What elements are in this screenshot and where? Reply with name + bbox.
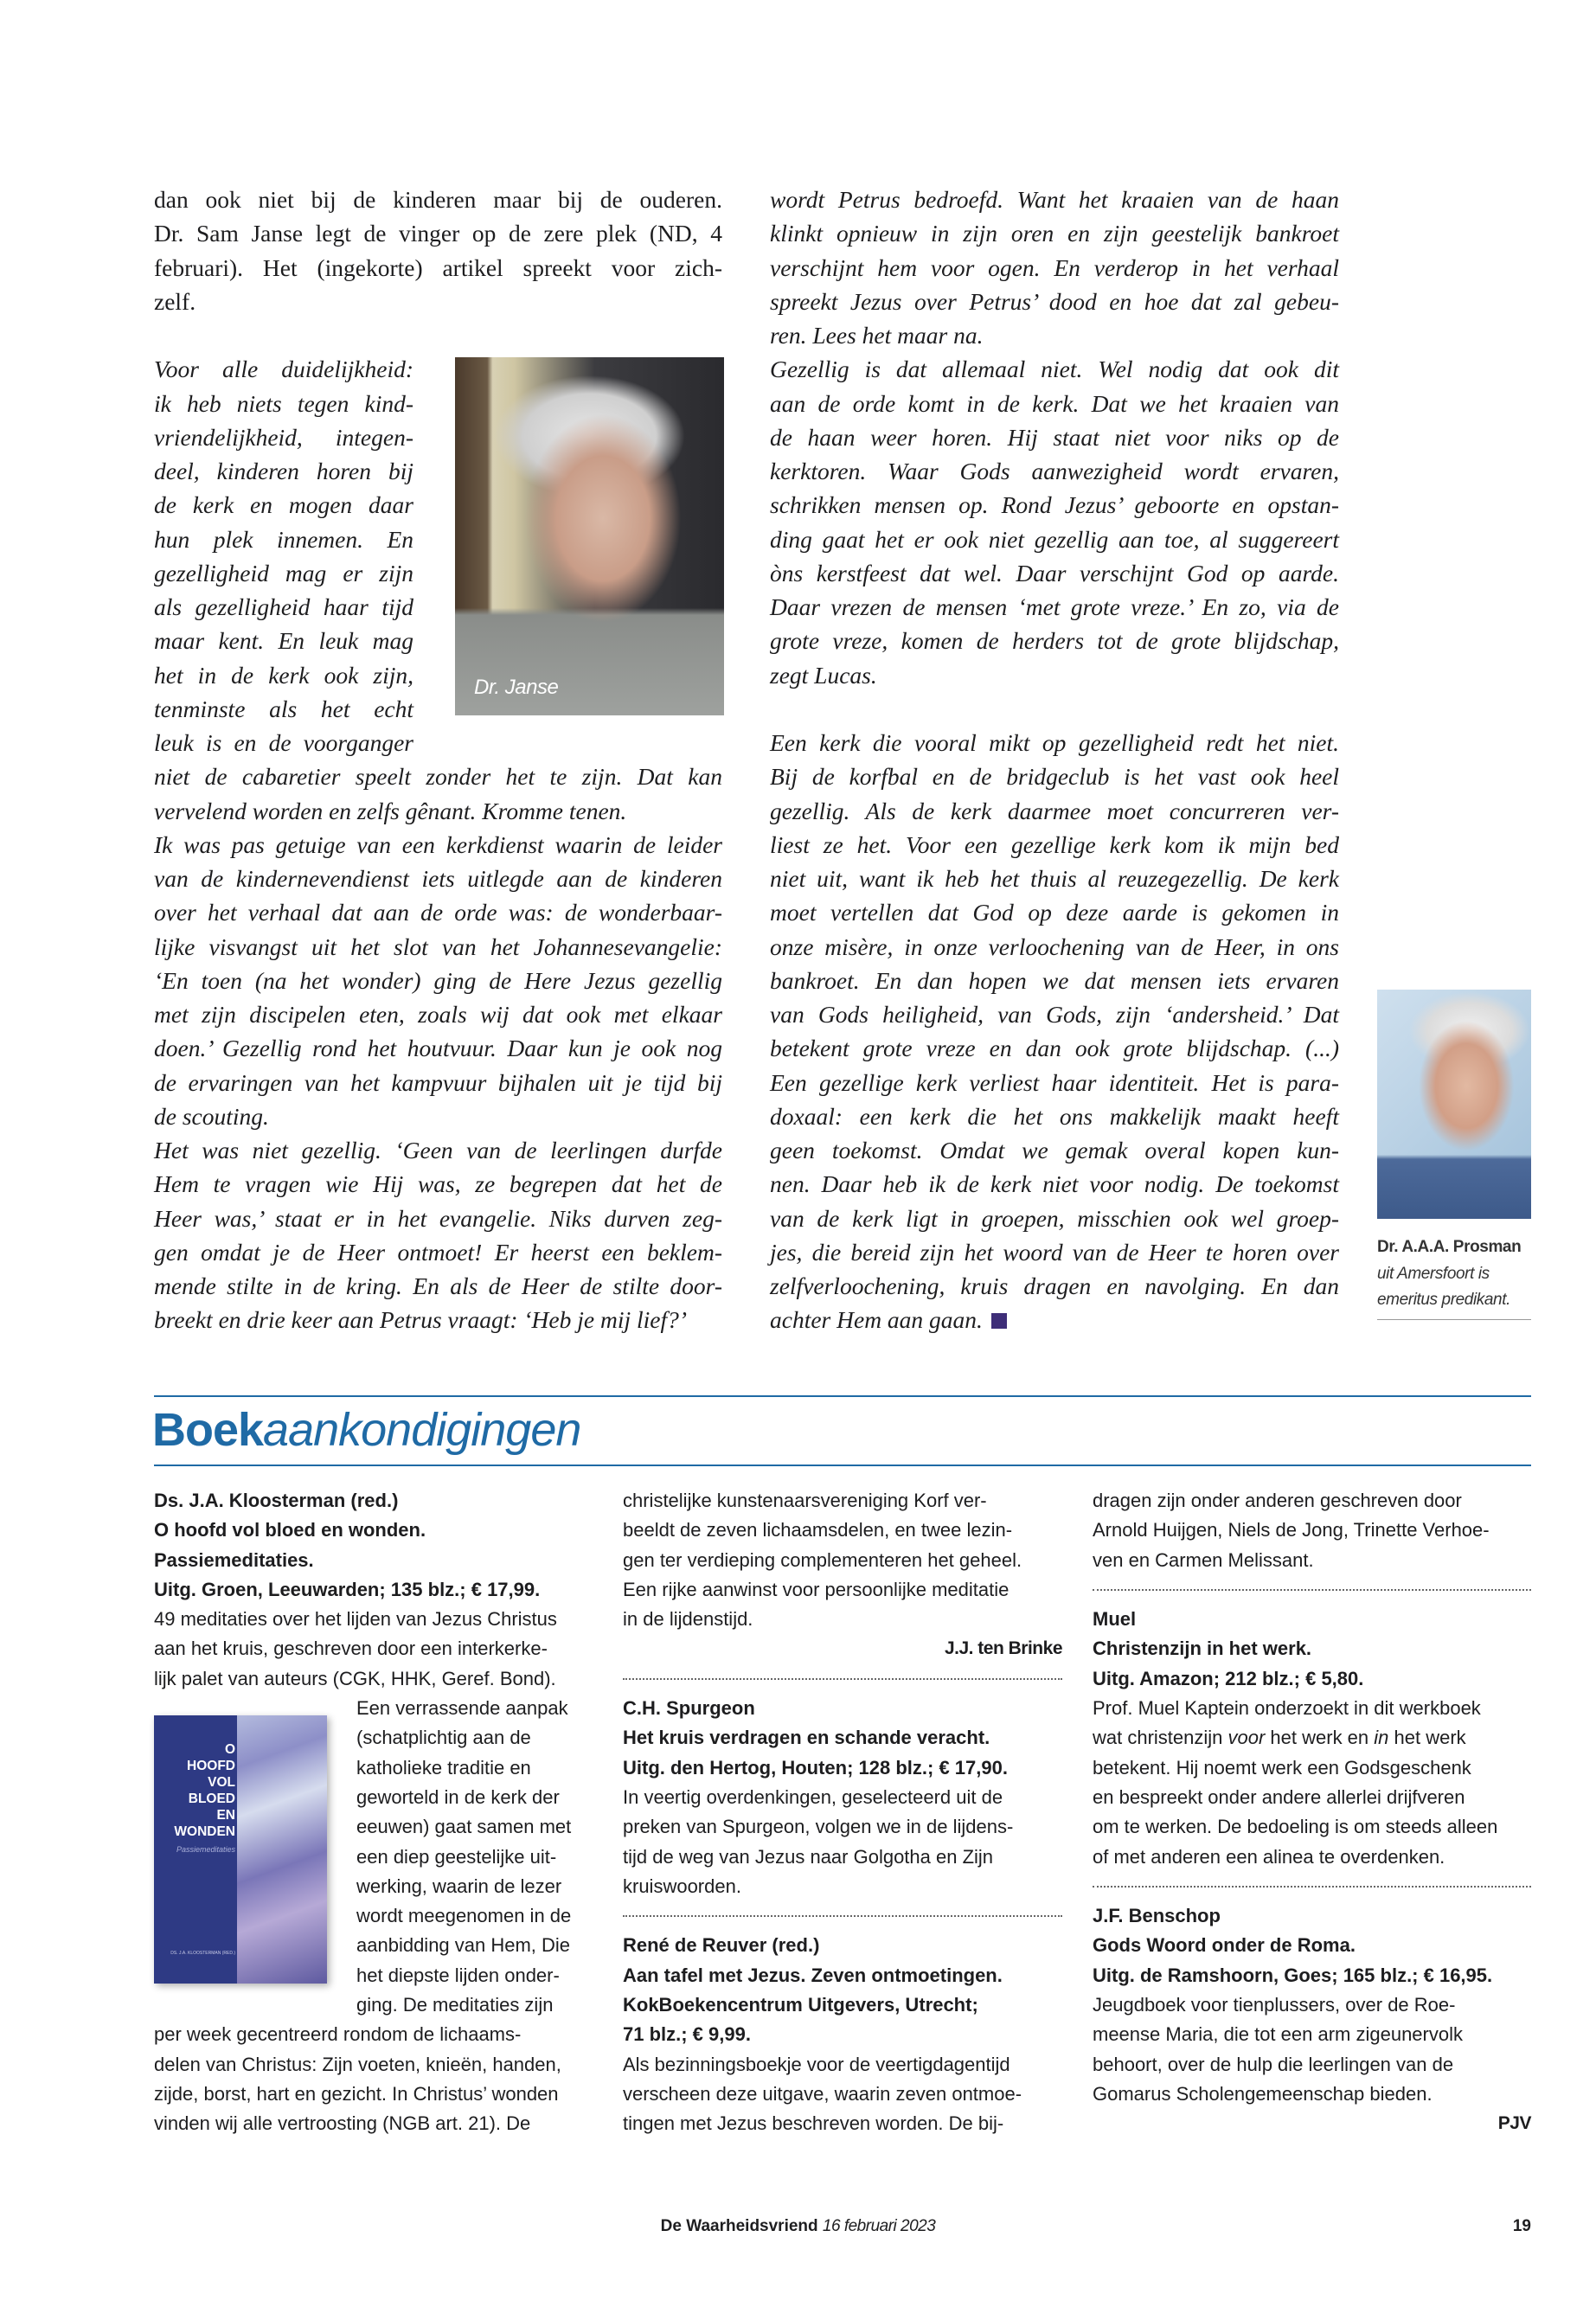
- text-line: [770, 862, 1339, 895]
- text-line-content: achter Hem aan gaan.: [770, 1306, 983, 1334]
- dotted-divider: [623, 1901, 1062, 1931]
- book-text-line: J.J. ten Brinke: [944, 1638, 1062, 1659]
- book-text-line: katholieke traditie en: [356, 1756, 531, 1779]
- text-line: ik heb niets tegen kind-: [154, 389, 413, 417]
- text-line-content: kerktoren. Waar Gods aanwezigheid wordt ervaren,: [770, 458, 1339, 484]
- cover-title-line: WONDEN: [174, 1824, 235, 1839]
- book-text-line: Uitg. Amazon; 212 blz.; € 5,80.: [1093, 1667, 1364, 1689]
- book-text-line: Christenzijn in het werk.: [1093, 1638, 1312, 1660]
- text-line: tenminste als het echt: [154, 695, 413, 722]
- book-text-line: Uitg. Groen, Leeuwarden; 135 blz.; € 17,99.: [154, 1578, 541, 1600]
- text-line-content: Daar vrezen de mensen ‘met grote vreze.’ En zo, via de: [770, 593, 1339, 620]
- dotted-divider: [623, 1664, 1062, 1694]
- text-line-content: bankroet. En dan hopen we dat mensen iets ervaren: [770, 966, 1339, 994]
- book-text-line: betekent. Hij noemt werk een Godsgeschenk: [1093, 1756, 1471, 1779]
- book-text-line: René de Reuver (red.): [623, 1934, 820, 1957]
- text-line: van de kindernevendienst iets uitlegde aan de kinderen: [154, 865, 722, 892]
- text-line: deel, kinderen horen bij: [154, 458, 413, 484]
- book-text-line: Prof. Muel Kaptein onderzoekt in dit werkboek: [1093, 1697, 1481, 1720]
- text-line-content: Een kerk die vooral mikt op gezelligheid redt het niet.: [770, 729, 1339, 756]
- text-line-content: spreekt Jezus over Petrus’ dood en hoe dat zal gebeu-: [770, 287, 1339, 315]
- text-line: doen.’ Gezellig rond het houtvuur. Daar kun je ook nog: [154, 1035, 722, 1062]
- text-fragment: wat christenzijn: [1093, 1727, 1228, 1749]
- book-text-line: aan het kruis, geschreven door een interkerke-: [154, 1638, 548, 1660]
- text-line: maar kent. En leuk mag: [154, 627, 413, 655]
- text-line: [770, 1066, 1339, 1099]
- text-line: [770, 1269, 1339, 1303]
- text-line: [770, 1133, 1339, 1167]
- text-line: [770, 964, 1339, 997]
- book-text-line: kruiswoorden.: [623, 1875, 741, 1897]
- book-text-line: werking, waarin de lezer: [356, 1875, 562, 1897]
- article-right-column: [770, 183, 1339, 1337]
- text-line-content: grote vreze, komen de herders tot de grote blijdschap,: [770, 627, 1339, 655]
- book-text-line: Uitg. de Ramshoorn, Goes; 165 blz.; € 16,95.: [1093, 1964, 1493, 1986]
- text-line: [770, 1202, 1339, 1235]
- text-line: de scouting.: [154, 1102, 269, 1130]
- text-line: hun plek innemen. En: [154, 525, 413, 553]
- section-rule-bottom: [154, 1465, 1531, 1466]
- book-text-line: zijde, borst, hart en gezicht. In Christus’ wonden: [154, 2082, 559, 2105]
- book-text-line: wordt meegenomen in de: [356, 1905, 572, 1927]
- prosman-name: Dr. A.A.A. Prosman: [1377, 1238, 1522, 1256]
- cover-author: DS. J.A. KLOOSTERMAN (RED.): [170, 1951, 235, 1956]
- page-number: 19: [1512, 2217, 1531, 2235]
- dotted-divider: [1093, 1872, 1531, 1901]
- text-line: zelf.: [154, 287, 196, 315]
- text-line-content: van Gods heiligheid, van Gods, zijn ‘andersheid.’ Dat: [770, 1001, 1339, 1028]
- text-fragment: voor: [1227, 1727, 1266, 1749]
- cover-title-line: O: [224, 1742, 235, 1757]
- text-line: [770, 216, 1339, 250]
- text-line-content: klinkt opnieuw in zijn oren en zijn geestelijk bankroet: [770, 220, 1339, 247]
- text-line: [770, 318, 1339, 352]
- book-text-line: 71 blz.; € 9,99.: [623, 2023, 751, 2046]
- book-text-line: In veertig overdenkingen, geselecteerd uit de: [623, 1785, 1003, 1808]
- book-text-line: verscheen deze uitgave, waarin zeven ontmoe-: [623, 2082, 1022, 2105]
- heading-italic: aankondigingen: [263, 1404, 581, 1456]
- text-line-content: Bij de korfbal en de bridgeclub is het vast ook heel: [770, 763, 1339, 791]
- text-line: [770, 285, 1339, 318]
- book-column-2: [623, 1486, 1062, 2139]
- text-fragment: het werk: [1388, 1727, 1466, 1749]
- text-line: de ervaringen van het kampvuur bijhalen uit je tijd bij: [154, 1068, 722, 1096]
- text-line: [770, 1099, 1339, 1133]
- book-text-line: geworteld in de kerk der: [356, 1785, 560, 1808]
- text-line: ‘En toen (na het wonder) ging de Here Jezus gezellig: [154, 966, 722, 994]
- section-rule-top: [154, 1395, 1531, 1397]
- photo-caption: Dr. Janse: [474, 676, 559, 699]
- cover-title-line: BLOED: [188, 1791, 235, 1806]
- text-line-content: nen. Daar heb ik de kerk niet voor nodig. De toekomst: [770, 1170, 1339, 1198]
- text-line-content: Gezellig is dat allemaal niet. Wel nodig dat ook dit: [770, 356, 1339, 383]
- book-text-line: Muel: [1093, 1608, 1137, 1631]
- text-line: [770, 1303, 1339, 1336]
- text-line: [770, 930, 1339, 964]
- dotted-divider: [1093, 1575, 1531, 1605]
- book-text-line: J.F. Benschop: [1093, 1905, 1221, 1927]
- text-line-content: zegt Lucas.: [770, 661, 877, 689]
- book-text-line: ging. De meditaties zijn: [356, 1994, 554, 2016]
- text-line: [770, 828, 1339, 862]
- text-line: gen omdat je de Heer ontmoet! Er heerst een beklem-: [154, 1238, 722, 1266]
- text-line: [770, 794, 1339, 828]
- cover-title: [174, 1741, 235, 1840]
- footer-publication: [0, 2214, 1596, 2239]
- text-line-content: ren. Lees het maar na.: [770, 322, 984, 349]
- article-left-column: [154, 183, 722, 1337]
- text-line-content: òns kerstfeest dat wel. Daar verschijnt God op aarde.: [770, 559, 1339, 586]
- photo-dr-prosman: [1377, 990, 1531, 1219]
- prosman-caption-line: emeritus predikant.: [1377, 1291, 1510, 1309]
- text-line: gezelligheid mag er zijn: [154, 559, 413, 586]
- text-line: mende stilte in de kring. En als de Heer de stilte door-: [154, 1272, 722, 1299]
- text-line-content: niet uit, want ik heb het thuis al reuzegezellig. De kerk: [770, 865, 1339, 892]
- text-line-content: van de kerk ligt in groepen, misschien ook wel groep-: [770, 1204, 1339, 1232]
- text-line: [770, 1235, 1339, 1269]
- section-heading: [152, 1400, 580, 1460]
- text-line-content: wordt Petrus bedroefd. Want het kraaien van de haan: [770, 186, 1339, 213]
- text-line-content: verschijnt hem voor ogen. En verderop in het verhaal: [770, 253, 1339, 281]
- text-line: Dr. Sam Janse legt de vinger op de zere plek (ND, 4: [154, 220, 722, 247]
- book-text-line: preken van Spurgeon, volgen we in de lijdens-: [623, 1816, 1014, 1838]
- text-line: [770, 352, 1339, 386]
- book-text-line: Jeugdboek voor tienplussers, over de Roe-: [1093, 1994, 1456, 2016]
- text-line: [770, 454, 1339, 488]
- text-line: vriendelijkheid, integen-: [154, 423, 413, 451]
- text-line-content: moet vertellen dat God op deze aarde is gekomen in: [770, 899, 1339, 926]
- text-line-content: aan de orde komt in de kerk. Dat we het kraaien van: [770, 389, 1339, 417]
- book-text-line: Het kruis verdragen en schande veracht.: [623, 1727, 990, 1749]
- text-line: leuk is en de voorganger: [154, 729, 413, 756]
- text-line: [770, 658, 1339, 692]
- text-line-content: liest ze het. Voor een gezellige kerk kom ik mijn bed: [770, 830, 1339, 858]
- text-fragment: het werk en: [1265, 1727, 1375, 1749]
- text-line: breekt en drie keer aan Petrus vraagt: ‘Heb je mij lief?’: [154, 1306, 688, 1334]
- cover-title-line: EN: [216, 1808, 235, 1823]
- book-text-line: ven en Carmen Melissant.: [1093, 1548, 1314, 1571]
- book-text-line: Als bezinningsboekje voor de veertigdagentijd: [623, 2053, 1010, 2075]
- text-line: [770, 420, 1339, 454]
- text-line: met zijn discipelen eten, zoals wij dat ook met elkaar: [154, 1001, 722, 1028]
- text-line: Heer was,’ staat er in het evangelie. Niks durven zeg-: [154, 1204, 722, 1232]
- cover-subtitle: Passiemeditaties: [176, 1845, 235, 1854]
- text-line-content: doxaal: een kerk die het ons makkelijk maakt heeft: [770, 1102, 1339, 1130]
- text-line-content: geen toekomst. Omdat we gemak overal kopen kun-: [770, 1137, 1339, 1163]
- text-line-content: Een gezellige kerk verliest haar identiteit. Het is para-: [770, 1068, 1339, 1096]
- book-text-line: [1093, 1723, 1531, 1753]
- book-text-line: per week gecentreerd rondom de lichaams-: [154, 2023, 522, 2046]
- text-line: februari). Het (ingekorte) artikel spreekt voor zich-: [154, 253, 722, 281]
- book-text-line: Ds. J.A. Kloosterman (red.): [154, 1490, 399, 1511]
- book-text-line: Een rijke aanwinst voor persoonlijke meditatie: [623, 1578, 1010, 1600]
- book-text-line: in de lijdenstijd.: [623, 1608, 753, 1631]
- text-line: dan ook niet bij de kinderen maar bij de ouderen.: [154, 186, 722, 213]
- book-text-line: tijd de weg van Jezus naar Golgotha en Zijn: [623, 1845, 994, 1868]
- text-line-content: zelfverloochening, kruis dragen en navolging. En dan: [770, 1272, 1339, 1299]
- book-text-line: en bespreekt onder andere allerlei drijfveren: [1093, 1785, 1465, 1808]
- cover-title-line: HOOFD: [187, 1759, 235, 1773]
- book-text-line: behoort, over de hulp die leerlingen van de: [1093, 2053, 1454, 2075]
- book-text-line: Uitg. den Hertog, Houten; 128 blz.; € 17,90.: [623, 1756, 1008, 1779]
- book-text-line: een diep geestelijke uit-: [356, 1845, 557, 1868]
- prosman-caption-line: uit Amersfoort is: [1377, 1264, 1490, 1283]
- book-text-line: Een verrassende aanpak: [356, 1697, 568, 1720]
- book-text-line: lijk palet van auteurs (CGK, HHK, Geref. Bond).: [154, 1667, 556, 1689]
- text-line: [770, 590, 1339, 624]
- footer-magazine: De Waarheidsvriend: [660, 2217, 818, 2235]
- book-text-line: dragen zijn onder anderen geschreven door: [1093, 1490, 1462, 1511]
- book-text-line: eeuwen) gaat samen met: [356, 1816, 572, 1838]
- text-line-content: schrikken mensen op. Rond Jezus’ geboorte en opstan-: [770, 491, 1339, 519]
- text-line-content: betekent grote vreze en dan ook grote blijdschap. (...): [770, 1035, 1339, 1062]
- text-line-content: jes, die bereid zijn het woord van de Heer te horen over: [770, 1238, 1339, 1266]
- text-line: [770, 387, 1339, 420]
- book-text-line: delen van Christus: Zijn voeten, knieën, handen,: [154, 2053, 561, 2075]
- book-text-line: tingen met Jezus beschreven worden. De bij-: [623, 2112, 1004, 2135]
- book-text-line: Gods Woord onder de Roma.: [1093, 1934, 1356, 1957]
- book-text-line: Passiemeditaties.: [154, 1548, 314, 1571]
- text-line: de kerk en mogen daar: [154, 491, 413, 519]
- text-line: [770, 488, 1339, 522]
- book-cover-o-hoofd: [154, 1715, 327, 1984]
- text-line: [770, 624, 1339, 657]
- text-line: Ik was pas getuige van een kerkdienst waarin de leider: [154, 830, 722, 858]
- book-text-line: meense Maria, die tot een arm zigeunervolk: [1093, 2023, 1463, 2046]
- book-text-line: (schatplichtig aan de: [356, 1727, 531, 1749]
- text-line-content: onze misère, in onze verloochening van de Heer, in ons: [770, 933, 1339, 960]
- text-line: als gezelligheid haar tijd: [154, 593, 413, 620]
- blank-line: [770, 692, 1339, 726]
- book-text-line: KokBoekencentrum Uitgevers, Utrecht;: [623, 1994, 978, 2016]
- book-text-line: christelijke kunstenaarsvereniging Korf ver-: [623, 1490, 987, 1511]
- text-line: [770, 1167, 1339, 1201]
- book-text-line: Aan tafel met Jezus. Zeven ontmoetingen.: [623, 1964, 1003, 1986]
- text-line: over het verhaal dat aan de orde was: de wonderbaar-: [154, 899, 722, 926]
- text-line-content: gezellig. Als de kerk daarmee moet concurreren ver-: [770, 797, 1339, 824]
- text-line: [770, 726, 1339, 760]
- book-text-line: gen ter verdieping complementeren het geheel.: [623, 1548, 1022, 1571]
- text-line: Voor alle duidelijkheid:: [154, 356, 413, 383]
- footer-date: 16 februari 2023: [822, 2217, 936, 2235]
- book-column-3: [1093, 1486, 1531, 2139]
- text-line: niet de cabaretier speelt zonder het te zijn. Dat kan: [154, 763, 722, 791]
- text-line: [770, 760, 1339, 793]
- text-line: [770, 1031, 1339, 1065]
- book-text-line: vinden wij alle vertroosting (NGB art. 21). De: [154, 2112, 531, 2135]
- text-line: het in de kerk ook zijn,: [154, 661, 413, 689]
- text-line: [770, 997, 1339, 1031]
- book-text-line: om te werken. De bedoeling is om steeds alleen: [1093, 1816, 1498, 1838]
- book-text-line: of met anderen een alinea te overdenken.: [1093, 1845, 1445, 1868]
- text-line: [770, 251, 1339, 285]
- text-line: [770, 895, 1339, 929]
- text-line: Het was niet gezellig. ‘Geen van de leerlingen durfde: [154, 1137, 722, 1163]
- book-text-line: PJV: [1497, 2113, 1531, 2134]
- photo-dr-janse: [455, 357, 724, 715]
- end-mark-icon: [991, 1313, 1007, 1329]
- book-text-line: C.H. Spurgeon: [623, 1697, 755, 1720]
- book-text-line: O hoofd vol bloed en wonden.: [154, 1519, 426, 1541]
- text-line: [770, 183, 1339, 216]
- book-text-line: aanbidding van Hem, Die: [356, 1934, 571, 1957]
- text-line-content: ding gaat het er ook niet gezellig aan toe, al suggereert: [770, 525, 1339, 553]
- text-line: Hem te vragen wie Hij was, ze begrepen dat het de: [154, 1170, 722, 1198]
- text-line: lijke visvangst uit het slot van het Johannesevangelie:: [154, 933, 722, 960]
- book-text-line: Arnold Huijgen, Niels de Jong, Trinette Verhoe-: [1093, 1519, 1490, 1541]
- blank-line: [154, 318, 722, 352]
- text-line-content: de haan weer horen. Hij staat niet voor niks op de: [770, 423, 1339, 451]
- heading-bold: Boek: [152, 1404, 264, 1456]
- cover-title-line: VOL: [208, 1775, 235, 1790]
- prosman-caption: [1377, 1234, 1531, 1320]
- text-line: vervelend worden en zelfs gênant. Kromme tenen.: [154, 797, 627, 824]
- book-text-line: beeldt de zeven lichaamsdelen, en twee lezin-: [623, 1519, 1013, 1541]
- text-fragment: in: [1374, 1727, 1389, 1749]
- book-text-line: Gomarus Scholengemeenschap bieden.: [1093, 2082, 1433, 2105]
- book-text-line: 49 meditaties over het lijden van Jezus Christus: [154, 1608, 557, 1631]
- text-line: [770, 556, 1339, 590]
- text-line: [770, 522, 1339, 556]
- book-text-line: het diepste lijden onder-: [356, 1964, 560, 1986]
